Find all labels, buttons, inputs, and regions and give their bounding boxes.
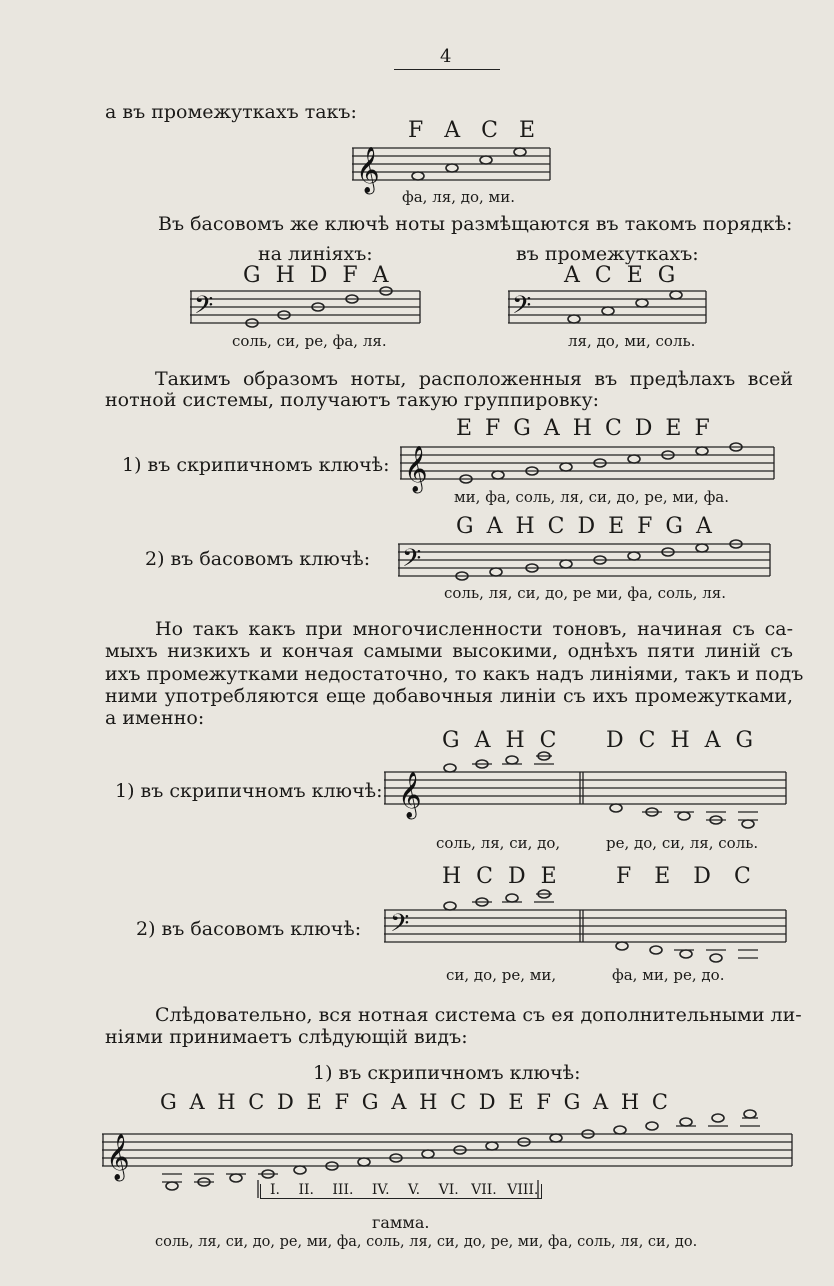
svg-text:𝄢: 𝄢 [194, 291, 214, 326]
ledger-line-1: Но такъ какъ при многочисленности тоновъ, начиная съ са- [155, 618, 793, 640]
grouping-line-2: нотной системы, получаютъ такую группировку: [105, 389, 600, 411]
ledger-line-3: ихъ промежутками недостаточно, то какъ надъ линіями, такъ и подъ [105, 663, 804, 685]
treble-staff-ledger [384, 752, 788, 838]
bass-lines-syllables: соль, си, ре, фа, ля. [232, 332, 387, 350]
header-rule [394, 69, 500, 70]
ledger-line-5: а именно: [105, 707, 205, 729]
system-line-2: ніями принимаетъ слѣдующій видъ: [105, 1026, 468, 1048]
group1-label: 1) въ скрипичномъ ключѣ: [122, 454, 390, 476]
ledger1-letters-left: G A H C [442, 728, 557, 753]
face-letters: F A C E [408, 118, 536, 143]
svg-text:𝄢: 𝄢 [390, 909, 410, 944]
degree-7: VII. [471, 1182, 497, 1198]
bass-staff-ledger [384, 890, 788, 974]
ledger2-letters-left: H C D E [442, 864, 557, 889]
bass-staff-group [398, 541, 772, 585]
system-syllables: соль, ля, си, до, ре, ми, фа, соль, ля, си, до, ре, ми, фа, соль, ля, си, до. [155, 1234, 698, 1250]
degree-8: VIII. [507, 1182, 539, 1198]
degree-5: V. [408, 1182, 421, 1198]
system-label: 1) въ скрипичномъ ключѣ: [313, 1062, 581, 1084]
group1-letters: E F G A H C D E F [456, 416, 710, 441]
svg-text:𝄞: 𝄞 [404, 446, 428, 492]
ledger1-syllables-left: соль, ля, си, до, [436, 834, 561, 852]
group2-syllables: соль, ля, си, до, ре ми, фа, соль, ля. [444, 584, 727, 602]
degree-4: IV. [371, 1182, 390, 1198]
bass-staff-lines [190, 288, 422, 332]
bass-intro: Въ басовомъ же ключѣ ноты размѣщаются въ такомъ порядкѣ: [158, 213, 793, 235]
face-syllables: фа, ля, до, ми. [402, 188, 515, 206]
degree-1: I. [270, 1182, 280, 1198]
ledger-line-4: ними употребляются еще добавочныя линіи съ ихъ промежутками, [105, 685, 793, 707]
svg-text:𝄞: 𝄞 [398, 772, 422, 818]
system-line-1: Слѣдовательно, вся нотная система съ ея дополнительными ли- [155, 1004, 802, 1026]
degree-2: II. [298, 1182, 314, 1198]
bass-spaces-letters: A C E G [564, 263, 676, 288]
ledger1-label: 1) въ скрипичномъ ключѣ: [115, 780, 383, 802]
treble-staff-group [400, 444, 776, 492]
ledger2-syllables-left: си, до, ре, ми, [446, 966, 557, 984]
degree-6: VI. [438, 1182, 459, 1198]
ledger1-syllables-right: ре, до, си, ля, соль. [606, 834, 759, 852]
scale-degrees [270, 1182, 538, 1198]
group2-label: 2) въ басовомъ ключѣ: [145, 548, 371, 570]
treble-staff-face [352, 145, 552, 193]
svg-text:𝄢: 𝄢 [402, 544, 422, 579]
system-letters: G A H C D E F G A H C D E F G A H C [160, 1090, 668, 1114]
svg-text:𝄞: 𝄞 [356, 147, 380, 193]
bass-staff-spaces [508, 288, 708, 332]
page-number: 4 [440, 46, 452, 67]
ledger1-letters-right: D C H A G [606, 728, 754, 753]
ledger-line-2: мыхъ низкихъ и кончая самыми высокими, однѣхъ пяти линій съ [105, 640, 793, 662]
ledger2-label: 2) въ басовомъ ключѣ: [136, 918, 362, 940]
intro-line: а въ промежуткахъ такъ: [105, 101, 357, 123]
degree-3: III. [332, 1182, 354, 1198]
ledger2-letters-right: F E D C [616, 864, 751, 889]
grouping-line-1: Такимъ образомъ ноты, расположенныя въ предѣлахъ всей [155, 368, 793, 390]
group1-syllables: ми, фа, соль, ля, си, до, ре, ми, фа. [454, 488, 730, 506]
bass-spaces-label: въ промежуткахъ: [516, 243, 699, 265]
ledger2-syllables-right: фа, ми, ре, до. [612, 966, 725, 984]
bass-lines-letters: G H D F A [243, 263, 389, 288]
gamma-label: гамма. [372, 1213, 430, 1232]
svg-text:𝄢: 𝄢 [512, 291, 532, 326]
bass-lines-label: на линіяхъ: [258, 243, 373, 265]
bass-spaces-syllables: ля, до, ми, соль. [568, 332, 696, 350]
group2-letters: G A H C D E F G A [456, 514, 712, 539]
svg-text:𝄞: 𝄞 [106, 1134, 130, 1180]
